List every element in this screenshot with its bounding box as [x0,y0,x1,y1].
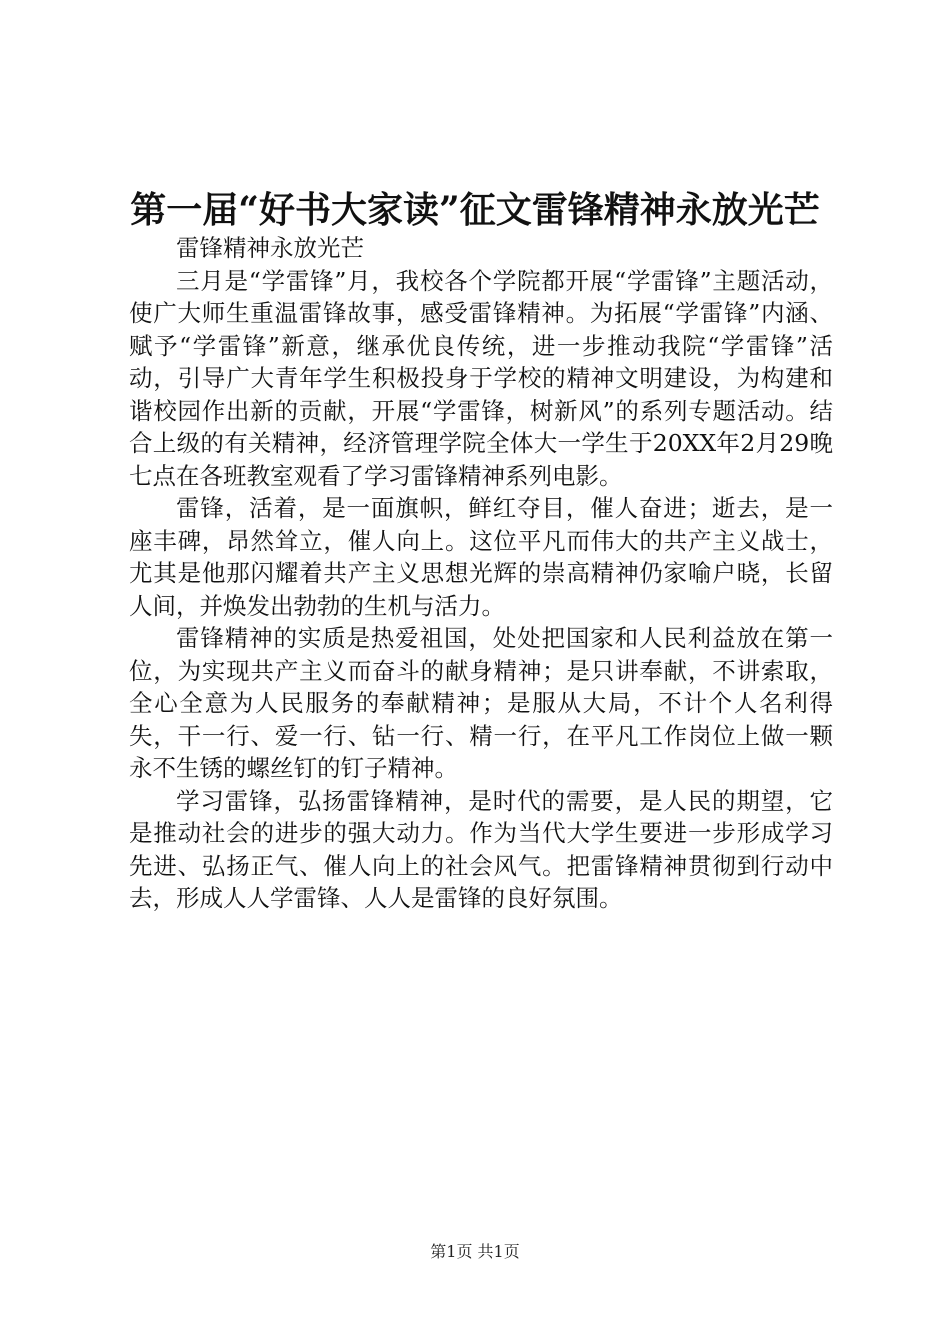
page-number-footer: 第1页 共1页 [430,1242,520,1261]
subtitle-paragraph: 雷锋精神永放光芒 [176,234,364,262]
document-title: 第一届“好书大家读”征文雷锋精神永放光芒 [130,189,820,231]
body-paragraph: 雷锋精神的实质是热爱祖国，处处把国家和人民利益放在第一位，为实现共产主义而奋斗的献身精神；是只讲奉献，不讲索取，全心全意为人民服务的奉献精神；是服从大局，不计个人名利得失，干一行、爱一行、钻一行、精一行，在平凡工作岗位上做一颗永不生锈的螺丝钉的钉子精神。 [129,624,833,782]
body-paragraph: 三月是“学雷锋”月，我校各个学院都开展“学雷锋”主题活动，使广大师生重温雷锋故事，感受雷锋精神。为拓展“学雷锋”内涵、赋予“学雷锋”新意，继承优良传统，进一步推动我院“学雷锋”活动，引导广大青年学生积极投身于学校的精神文明建设，为构建和谐校园作出新的贡献，开展“学雷锋，树新风”的系列专题活动。结合上级的有关精神，经济管理学院全体大一学生于20XX年2月29晚七点在各班教室观看了学习雷锋精神系列电影。 [129,266,833,490]
body-paragraph: 雷锋，活着，是一面旗帜，鲜红夺目，催人奋进；逝去，是一座丰碑，昂然耸立，催人向上。这位平凡而伟大的共产主义战士，尤其是他那闪耀着共产主义思想光辉的崇高精神仍家喻户晓，长留人间，并焕发出勃勃的生机与活力。 [129,494,833,620]
body-paragraph: 学习雷锋，弘扬雷锋精神，是时代的需要，是人民的期望，它是推动社会的进步的强大动力。作为当代大学生要进一步形成学习先进、弘扬正气、催人向上的社会风气。把雷锋精神贯彻到行动中去，形成人人学雷锋、人人是雷锋的良好氛围。 [129,786,833,912]
document-body [129,232,833,915]
